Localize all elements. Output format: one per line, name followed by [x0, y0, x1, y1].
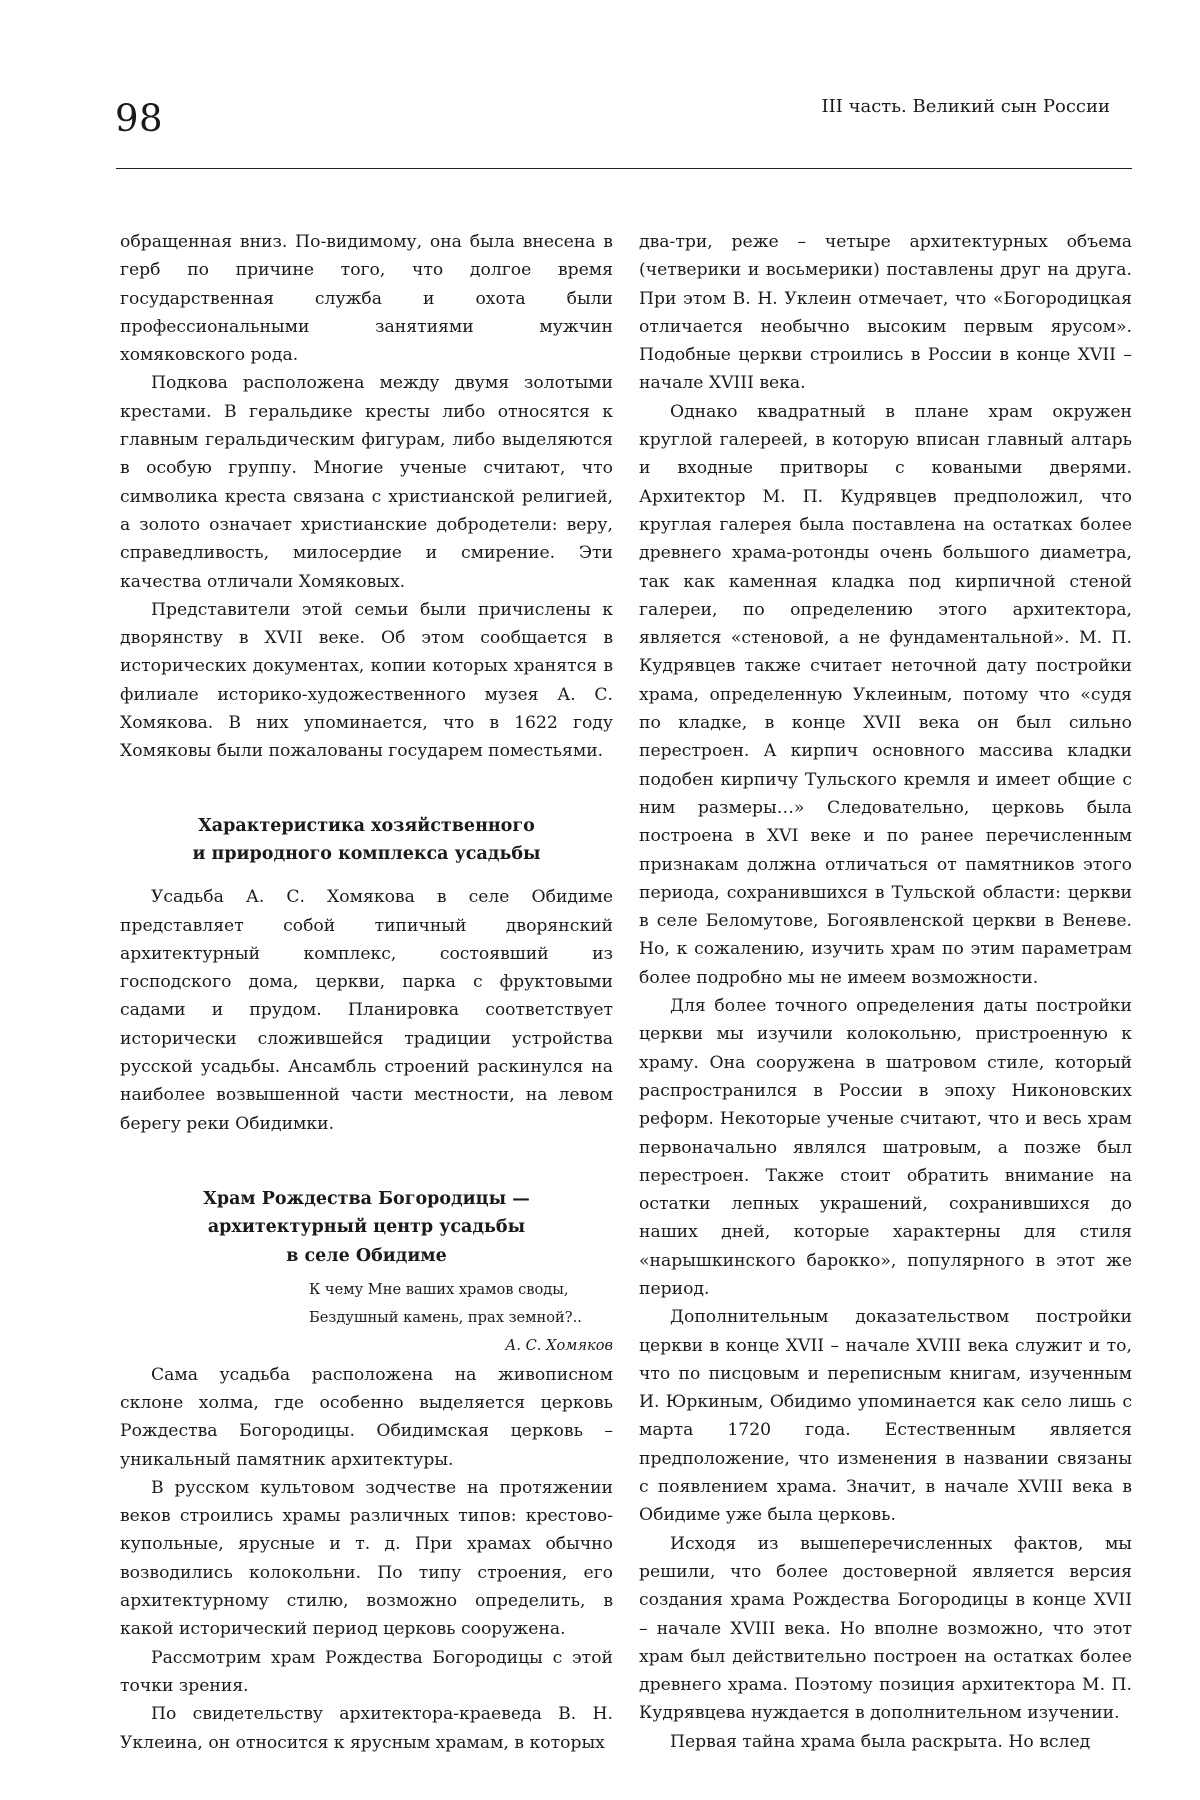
running-head: III часть. Великий сын России: [821, 96, 1110, 117]
paragraph: Представители этой семьи были причислены к дворянству в XVII веке. Об этом сообщается в исторических документах, копии которых хранятся в филиале историко-художественного музея А. С. Хомякова. В них упоминается, что в 1622 году Хомяковы были пожалованы государем поместьями.: [120, 599, 613, 762]
epigraph-line: Бездушный камень, прах земной?..: [309, 1309, 582, 1327]
section-heading: [120, 1185, 613, 1270]
page-number: 98: [115, 97, 164, 140]
paragraph: обращенная вниз. По-видимому, она была внесена в герб по причине того, что долгое время государственная служба и охота были профессиональными занятиями мужчин хомяковского рода.: [120, 232, 613, 366]
section-heading-line: и природного комплекса усадьбы: [192, 843, 541, 864]
section-heading-line: Характеристика хозяйственного: [198, 815, 535, 836]
paragraph: Дополнительным доказательством постройки церкви в конце XVII – начале XVIII века служит и то, что по писцовым и переписным книгам, изученным И. Юркиным, Обидимо упоминается как село лишь с марта 1720 года. Естественным является предположение, что изменения в названии связаны с появлением храма. Значит, в начале XVIII века в Обидиме уже была церковь.: [639, 1307, 1132, 1526]
right-column: [639, 228, 1132, 1756]
epigraph-author: А. С. Хомяков: [505, 1337, 613, 1355]
epigraph-line: К чему Мне ваших храмов своды,: [309, 1280, 569, 1298]
paragraph: Исходя из вышеперечисленных фактов, мы решили, что более достоверной является версия создания храма Рождества Богородицы в конце XVII – начале XVIII века. Но вполне возможно, что этот храм был действительно построен на остатках более древнего храма. Поэтому позиция архитектора М. П. Кудрявцева нуждается в дополнительном изучении.: [639, 1533, 1132, 1724]
paragraph: два-три, реже – четыре архитектурных объема (четверики и восьмерики) поставлены друг на друга. При этом В. Н. Уклеин отмечает, что «Богородицкая отличается необычно высоким первым ярусом». Подобные церкви строились в России в конце XVII – начале XVIII века.: [639, 232, 1132, 394]
paragraph: Однако квадратный в плане храм окружен круглой галереей, в которую вписан главный алтарь и входные притворы с коваными дверями. Архитектор М. П. Кудрявцев предположил, что круглая галерея была поставлена на остатках более древнего храма-ротонды очень большого диаметра, так как каменная кладка под кирпичной стеной галереи, по определению этого архитектора, является «стеновой, а не фундаментальной». М. П. Кудрявцев также считает неточной дату постройки храма, определенную Уклеиным, потому что «судя по кладке, в конце XVII века он был сильно перестроен. А кирпич основного массива кладки подобен кирпичу Тульского кремля и имеет общие с ним размеры…» Следовательно, церковь была построена в XVI веке и по ранее перечисленным признакам должна отличаться от памятников этого периода, сохранившихся в Тульской области: церкви в селе Беломутове, Богоявленской церкви в Веневе. Но, к сожалению, изучить храм по этим параметрам более подробно мы не имеем возможности.: [639, 401, 1132, 988]
paragraph: Для более точного определения даты постройки церкви мы изучили колокольню, пристроенную к храму. Она сооружена в шатровом стиле, который распространился в России в эпоху Никоновских реформ. Некоторые ученые считают, что и весь храм первоначально являлся шатровым, а позже был перестроен. Также стоит обратить внимание на остатки лепных украшений, сохранившихся до наших дней, которые характерны для стиля «нарышкинского барокко», популярного в этот же период.: [639, 996, 1132, 1299]
paragraph: В русском культовом зодчестве на протяжении веков строились храмы различных типов: крестово-купольные, ярусные и т. д. При храмах обычно возводились колокольни. По типу строения, его архитектурному стилю, возможно определить, в какой исторический период церковь сооружена.: [120, 1477, 613, 1640]
paragraph: Усадьба А. С. Хомякова в селе Обидиме представляет собой типичный дворянский архитектурный комплекс, состоявший из господского дома, церкви, парка с фруктовыми садами и прудом. Планировка соответствует исторически сложившейся традиции устройства русской усадьбы. Ансамбль строений раскинулся на наиболее возвышенной части местности, на левом берегу реки Обидимки.: [120, 887, 613, 1134]
paragraph: Сама усадьба расположена на живописном склоне холма, где особенно выделяется церковь Рождества Богородицы. Обидимская церковь – уникальный памятник архитектуры.: [120, 1364, 613, 1470]
section-heading-line: в селе Обидиме: [286, 1245, 447, 1266]
paragraph: Рассмотрим храм Рождества Богородицы с этой точки зрения.: [120, 1647, 613, 1696]
paragraph: Первая тайна храма была раскрыта. Но вслед: [670, 1731, 1091, 1752]
section-heading-line: архитектурный центр усадьбы: [207, 1217, 526, 1238]
paragraph: Подкова расположена между двумя золотыми крестами. В геральдике кресты либо относятся к главным геральдическим фигурам, либо выделяются в особую группу. Многие ученые считают, что символика креста связана с христианской религией, а золото означает христианские добродетели: веру, справедливость, милосердие и смирение. Эти качества отличали Хомяковых.: [120, 373, 613, 592]
header-rule: [116, 168, 1132, 169]
paragraph: По свидетельству архитектора-краеведа В. Н. Уклеина, он относится к ярусным храмам, в которых: [120, 1704, 613, 1753]
left-column: [120, 228, 613, 1757]
section-heading-line: Храм Рождества Богородицы —: [203, 1188, 530, 1209]
section-heading: [120, 812, 613, 869]
epigraph: [120, 1276, 613, 1361]
